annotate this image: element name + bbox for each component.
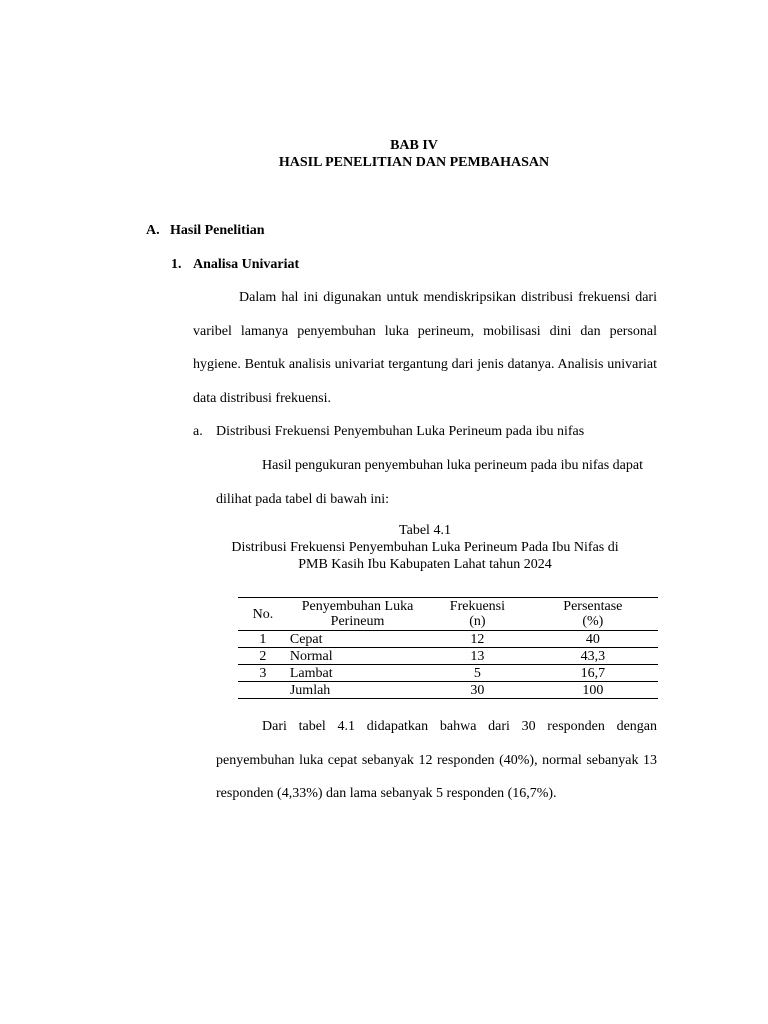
- header-frequency-line2: (n): [469, 614, 486, 629]
- subsection-1-title: Analisa Univariat: [193, 257, 300, 272]
- header-frequency-line1: Frekuensi: [449, 599, 505, 614]
- cell-no: 2: [238, 648, 288, 665]
- table-total-row: [238, 682, 658, 699]
- cell-no: 1: [238, 631, 288, 648]
- total-label: Jumlah: [288, 682, 427, 699]
- cell-label: Lambat: [288, 665, 427, 682]
- section-a-title: Hasil Penelitian: [170, 223, 265, 238]
- cell-percentage: 43,3: [528, 648, 658, 665]
- section-a-heading: [146, 222, 265, 239]
- header-label: [288, 598, 427, 631]
- table-row: [238, 665, 658, 682]
- paragraph-measure: Hasil pengukuran penyembuhan luka perineum pada ibu nifas dapat dilihat pada tabel di bawah ini:: [216, 458, 643, 507]
- cell-frequency: 13: [427, 648, 528, 665]
- table-caption-line2: PMB Kasih Ibu Kabupaten Lahat tahun 2024: [298, 557, 552, 572]
- subsection-a-heading: [193, 423, 584, 440]
- chapter-title: HASIL PENELITIAN DAN PEMBAHASAN: [278, 155, 550, 170]
- table-caption: [193, 522, 657, 573]
- cell-no: 3: [238, 665, 288, 682]
- cell-frequency: 12: [427, 631, 528, 648]
- table-caption-line1: Distribusi Frekuensi Penyembuhan Luka Perineum Pada Ibu Nifas di: [231, 540, 619, 555]
- table-row: [238, 648, 658, 665]
- total-percentage: 100: [528, 682, 658, 699]
- subsection-a-title: Distribusi Frekuensi Penyembuhan Luka Perineum pada ibu nifas: [216, 424, 585, 439]
- table-row: [238, 631, 658, 648]
- subsection-a-marker: a.: [193, 424, 203, 439]
- header-label-line1: Penyembuhan Luka: [301, 599, 414, 614]
- chapter-heading: [0, 137, 768, 171]
- header-percentage-line1: Persentase: [563, 599, 623, 614]
- section-a-marker: A.: [146, 223, 160, 238]
- header-no: No.: [238, 598, 288, 631]
- header-frequency: [427, 598, 528, 631]
- cell-percentage: 40: [528, 631, 658, 648]
- table-header-row: [238, 598, 658, 631]
- chapter-label: BAB IV: [390, 138, 438, 153]
- table-caption-number: Tabel 4.1: [399, 523, 451, 538]
- paragraph-result: Dari tabel 4.1 didapatkan bahwa dari 30 responden dengan penyembuhan luka cepat sebanyak 12 responden (40%), normal sebanyak 13 responden (4,33%) dan lama sebanyak 5 responden (16,7%).: [216, 719, 657, 802]
- cell-label: Normal: [288, 648, 427, 665]
- cell-frequency: 5: [427, 665, 528, 682]
- cell-label: Cepat: [288, 631, 427, 648]
- header-percentage-line2: (%): [582, 614, 604, 629]
- total-no: [238, 682, 288, 699]
- paragraph-intro: Dalam hal ini digunakan untuk mendiskripsikan distribusi frekuensi dari varibel lamanya penyembuhan luka perineum, mobilisasi dini dan personal hygiene. Bentuk analisis univariat tergantung dari jenis datanya. Analisis univariat data distribusi frekuensi.: [193, 290, 657, 406]
- subsection-1-heading: [171, 256, 299, 273]
- total-frequency: 30: [427, 682, 528, 699]
- header-label-line2: Perineum: [330, 614, 385, 629]
- cell-percentage: 16,7: [528, 665, 658, 682]
- frequency-table: [238, 597, 658, 699]
- subsection-1-marker: 1.: [171, 257, 182, 272]
- header-percentage: [528, 598, 658, 631]
